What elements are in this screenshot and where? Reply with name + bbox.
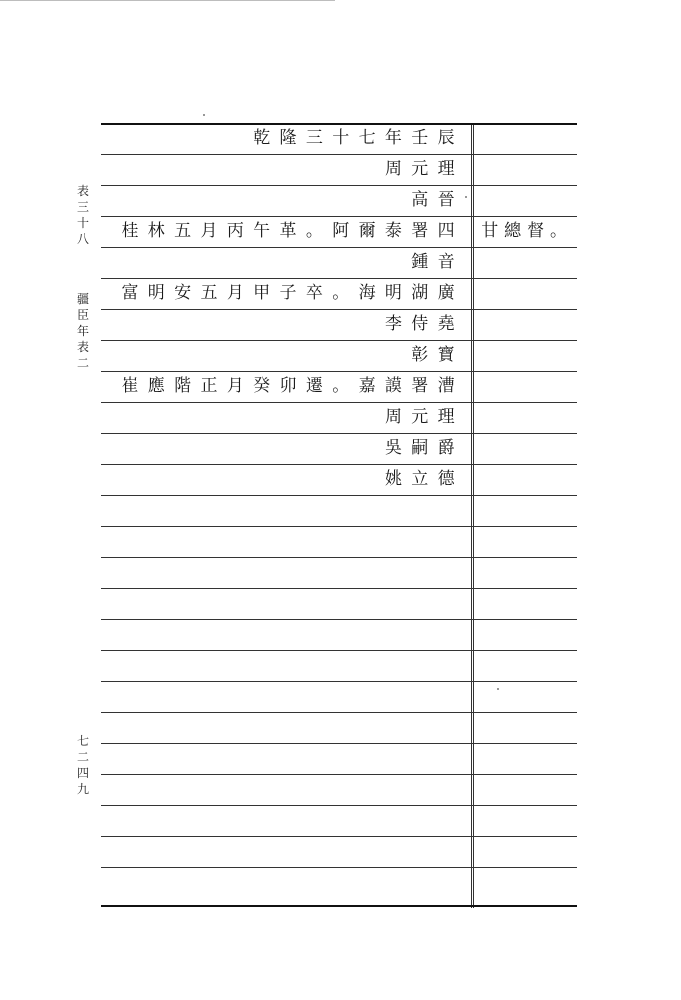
row-entry-text: 崔應階正月癸卯遷。嘉謨署漕 [121,376,464,396]
row-rule [101,836,577,837]
table-row [101,464,577,495]
margin-page-number [74,733,92,797]
table-row [101,309,577,340]
table-row [101,402,577,433]
margin-char: 八 [76,232,89,246]
row-rule [101,743,577,744]
margin-char: 四 [76,766,89,780]
table-bottom-rule [101,905,577,907]
table-row [101,278,577,309]
row-entry-text: 富明安五月甲子卒。海明湖廣 [121,283,464,303]
row-rule [101,712,577,713]
row-entry-text: 乾隆三十七年壬辰 [253,128,464,148]
table-row [101,247,577,278]
margin-char: 二 [76,356,89,370]
table-row [101,433,577,464]
table-row [101,216,577,247]
chronological-table [101,123,577,908]
margin-title-label [74,291,92,371]
scan-speck [203,114,205,116]
row-entry-text: 桂林五月丙午革。阿爾泰署四 [121,221,464,241]
row-entry-text: 周元理 [384,407,464,427]
margin-char: 三 [76,200,89,214]
margin-char: 九 [76,782,89,796]
table-row [101,340,577,371]
margin-char: 十 [76,216,89,230]
row-rule [101,557,577,558]
row-rule [101,495,577,496]
row-rule [101,526,577,527]
row-entry-text: 鍾音 [411,252,464,272]
row-rule [101,588,577,589]
margin-char: 表 [76,340,89,354]
scan-edge-line [0,0,335,1]
row-rule [101,650,577,651]
row-rule [101,774,577,775]
right-column-title: 甘總督。 [481,221,573,241]
row-rule [101,805,577,806]
row-entry-text: 彰寶 [411,345,464,365]
table-row [101,185,577,216]
margin-char: 年 [76,324,89,338]
margin-char: 疆 [76,292,89,306]
row-rule [101,619,577,620]
row-entry-text: 姚立德 [384,469,464,489]
margin-char: 七 [76,734,89,748]
row-entry-text: 吳嗣爵 [384,438,464,458]
margin-char: 臣 [76,308,89,322]
margin-char: 表 [76,184,89,198]
margin-char: 二 [76,750,89,764]
table-row [101,123,577,154]
table-row [101,154,577,185]
row-rule [101,681,577,682]
row-entry-text: 李侍堯 [384,314,464,334]
table-row [101,371,577,402]
margin-volume-label [74,183,92,247]
row-rule [101,867,577,868]
row-entry-text: 高晉 [411,190,464,210]
row-entry-text: 周元理 [384,159,464,179]
